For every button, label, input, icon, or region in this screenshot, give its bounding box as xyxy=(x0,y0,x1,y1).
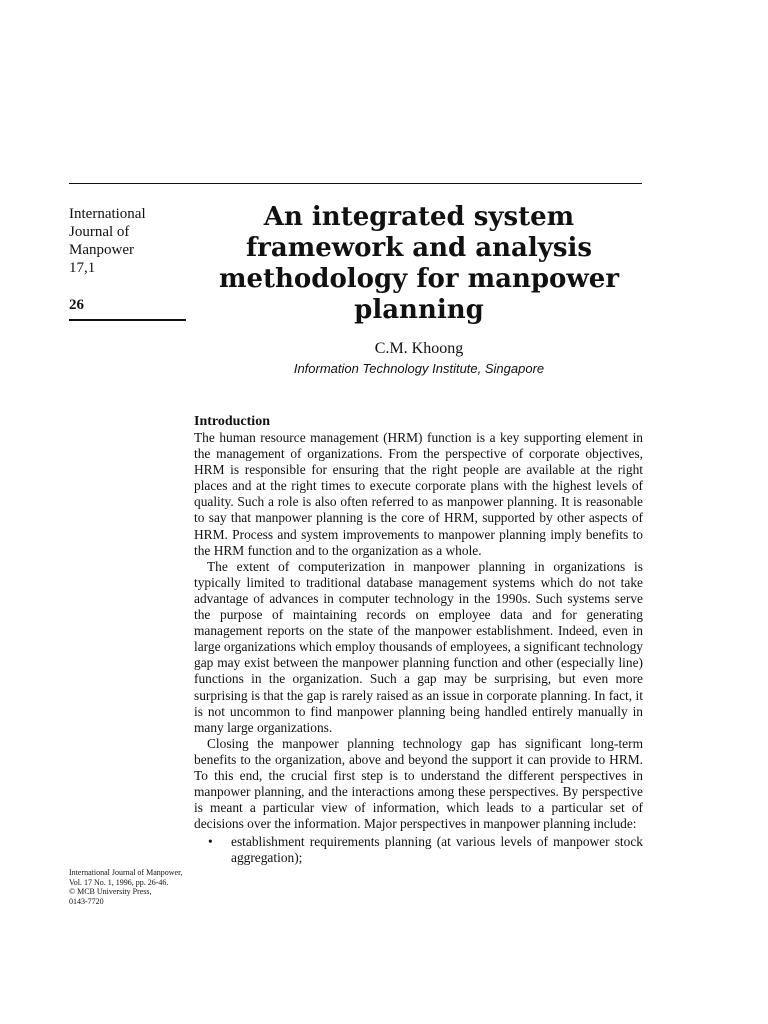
footnote-line: 0143-7720 xyxy=(69,896,104,906)
article-body xyxy=(194,413,643,867)
list-item-text: establishment requirements planning (at various levels of manpower stock aggregation); xyxy=(231,834,643,866)
journal-line: Journal of xyxy=(69,224,130,240)
bullet-mark: • xyxy=(208,834,213,850)
page-number: 26 xyxy=(69,297,84,313)
page-number-rule xyxy=(69,319,186,321)
author-affiliation: Information Technology Institute, Singapore xyxy=(293,361,545,376)
section-heading: Introduction xyxy=(194,414,270,429)
journal-volume: 17,1 xyxy=(69,260,96,276)
body-paragraph: The human resource management (HRM) function is a key supporting element in the management of organizations. From the perspective of corporate objectives, HRM is responsible for ensuring that the right people are available at the right places and at the right times to execute corporate plans with the highest levels of quality. Such a role is also often referred to as manpower planning. It is reasonable to say that manpower planning is the core of HRM, supported by other aspects of HRM. Process and system improvements to manpower planning imply benefits to the HRM function and to the organization as a whole. xyxy=(194,430,643,558)
list-item xyxy=(194,834,643,866)
footnote-line: Vol. 17 No. 1, 1996, pp. 26-46. xyxy=(69,877,169,887)
footnote-line: © MCB University Press, xyxy=(69,887,152,897)
perspective-list xyxy=(194,834,643,866)
citation-footnote xyxy=(69,868,199,906)
title-line: framework and analysis xyxy=(246,233,592,263)
title-line: methodology for manpower xyxy=(218,264,620,294)
top-rule xyxy=(69,183,642,184)
body-paragraph: The extent of computerization in manpower planning in organizations is typically limited to traditional database management systems which do not take advantage of advances in computer technology in the 1990s. Such systems serve the purpose of maintaining records on employee data and for generating management reports on the state of the manpower establishment. Indeed, even in large organizations which employ thousands of employees, a significant technology gap may exist between the manpower planning function and other (especially line) functions in the organization. Such a gap may be surprising, but even more surprising is that the gap is rarely raised as an issue in corporate planning. In fact, it is not uncommon to find manpower planning being handled entirely manually in many large organizations. xyxy=(194,558,643,735)
body-paragraph: Closing the manpower planning technology gap has significant long-term benefits to the organization, above and beyond the support it can provide to HRM. To this end, the crucial first step is to understand the different perspectives in manpower planning, and the interactions among these perspectives. By perspective is meant a particular view of information, which leads to a particular set of decisions over the information. Major perspectives in manpower planning include: xyxy=(194,735,643,832)
journal-line: Manpower xyxy=(69,242,134,258)
journal-info xyxy=(69,205,199,277)
journal-line: International xyxy=(69,206,146,222)
title-line: An integrated system xyxy=(263,202,575,232)
article-title xyxy=(196,202,642,326)
title-line: planning xyxy=(354,295,484,325)
footnote-line: International Journal of Manpower, xyxy=(69,868,183,877)
author-name: C.M. Khoong xyxy=(374,340,464,357)
